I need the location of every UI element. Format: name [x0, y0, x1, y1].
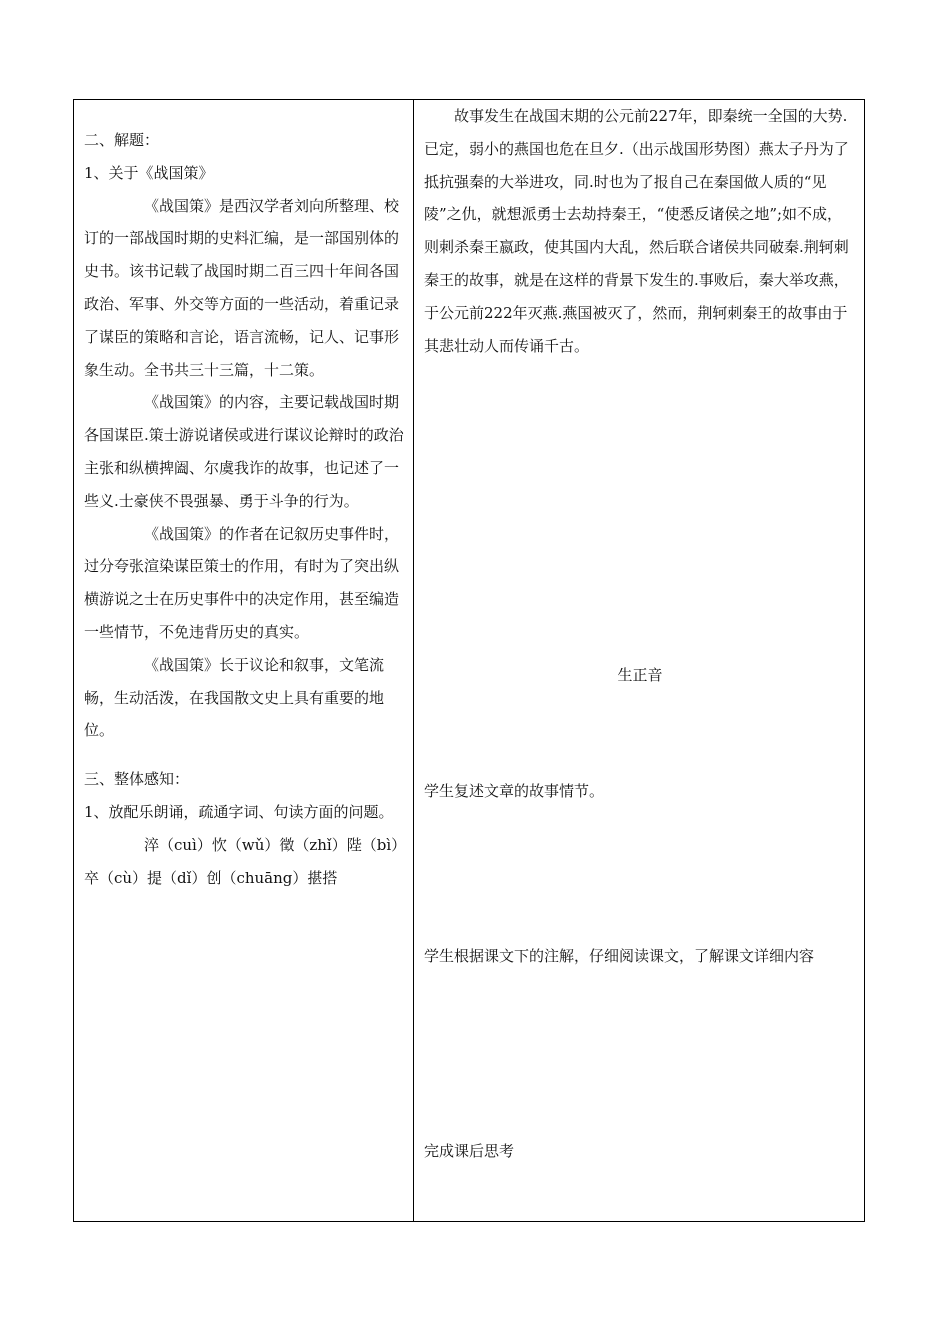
teacher-column [84, 100, 406, 894]
exercise-note: 完成课后思考 [424, 1142, 515, 1160]
item1-text: 1、放配乐朗诵，疏通字词、句读方面的问题。 [84, 802, 394, 821]
intro-paragraph-4: 《战国策》长于议论和叙事，文笔流畅，生动活泼，在我国散文史上具有重要的地位。 [84, 655, 385, 740]
column-divider [413, 100, 414, 1221]
pinyin-list: 淬（cuì）忺（wǔ）徵（zhǐ）陛（bì）卒（cù）提（dǐ）创（chuāng）揕搭 [84, 835, 399, 887]
pronounce-note: 生正音 [617, 666, 663, 684]
read-note: 学生根据课文下的注解，仔细阅读课文，了解课文详细内容 [424, 947, 815, 965]
lesson-table [73, 99, 865, 1222]
student-column [424, 100, 856, 362]
retell-note: 学生复述文章的故事情节。 [424, 782, 605, 800]
intro-paragraph-3: 《战国策》的作者在记叙历史事件时，过分夸张渲染谋臣策士的作用，有时为了突出纵横游说之士在历史事件中的决定作用，甚至编造一些情节，不免违背历史的真实。 [84, 524, 400, 641]
intro-paragraph-2: 《战国策》的内容，主要记载战国时期各国谋臣.策士游说诸侯或进行谋议论辩时的政治主张和纵横捭阖、尔虞我诈的故事，也记述了一些义.士豪侠不畏强暴、勇于斗争的行为。 [84, 393, 404, 510]
sub1-heading: 1、关于《战国策》 [84, 163, 214, 182]
intro-paragraph-1: 《战国策》是西汉学者刘向所整理、校订的一部战国时期的史料汇编，是一部国别体的史书。该书记载了战国时期二百三四十年间各国政治、军事、外交等方面的一些活动，着重记录了谋臣的策略和言论，语言流畅，记人、记事形象生动。全书共三十三篇，十二策。 [84, 196, 400, 379]
section2-heading: 二、解题： [84, 131, 160, 149]
background-paragraph: 故事发生在战国末期的公元前227年，即秦统一全国的大势.已定，弱小的燕国也危在旦夕.（出示战国形势图）燕太子丹为了抵抗强秦的大举进攻，同.时也为了报自己在秦国做人质的“见陵”之仇，就想派勇士去劫持秦王，“使悉反诸侯之地”;如不成，则刺杀秦王嬴政，使其国内大乱，然后联合诸侯共同破秦.荆轲刺秦王的故事，就是在这样的背景下发生的.事败后，秦大举攻燕，于公元前222年灭燕.燕国被灭了，然而，荆轲刺秦王的故事由于其悲壮动人而传诵千古。 [424, 107, 849, 355]
section3-heading: 三、整体感知： [84, 770, 190, 789]
